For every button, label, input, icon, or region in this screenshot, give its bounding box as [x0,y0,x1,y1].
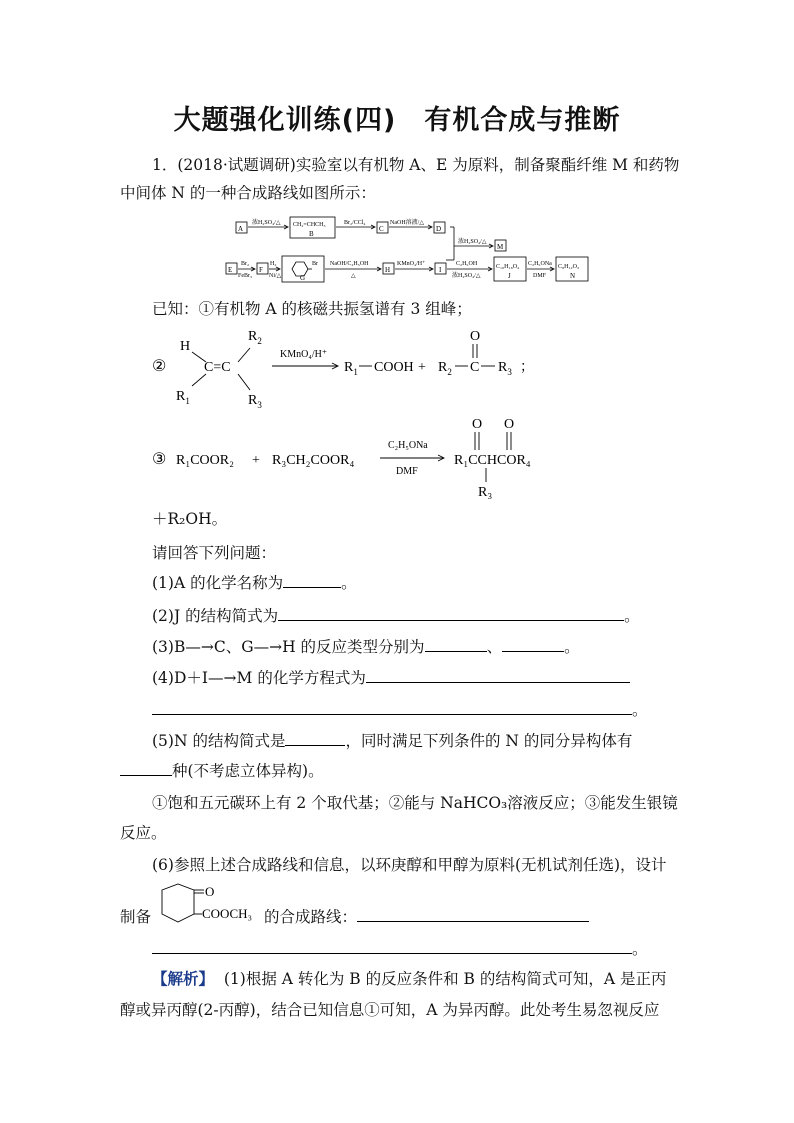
question-1-4-line-2 [152,697,648,723]
known2-H: H [180,339,191,354]
known2-R1: $R_1$ [176,389,190,406]
synthesis-scheme [220,210,610,290]
cond-F-G-top: H₂ [270,261,277,267]
cond-F-G-bot: Ni/△ [269,273,282,279]
cond-E-F-top: Br₂ [241,261,250,267]
answer-blank-6a[interactable] [357,905,589,922]
known2-semicolon: ； [520,360,534,375]
known2-C: C [470,360,480,375]
question-1-4-text-b: M 的化学方程式为 [236,669,366,687]
answer-blank-2[interactable] [278,604,624,621]
label-C: C [379,225,384,233]
known2-acid: COOH [374,360,414,375]
known2-R3-prod: $R_3$ [498,360,512,377]
label-B-formula: CH₂=CHCH₃ [293,222,326,228]
question-1-3-text-a: (3)B [152,638,186,656]
known3-product: R₁CCHCOR₄ [454,453,531,468]
answer-blank-4b[interactable] [152,698,632,715]
question-1-5-line-2 [120,758,324,784]
question-1-2-period: 。 [624,607,640,625]
question-1-4-period: 。 [632,701,648,719]
cond-C-D: NaOH溶液/△ [390,220,424,226]
arrow-1: —→ [185,638,214,656]
known-reaction-3 [148,412,568,504]
analysis-tag: 【解析】 [152,969,215,988]
question-1-3-text-b: C、G [213,638,254,656]
known3-ester1: R₁COOR₂ [176,453,234,468]
cond-D-M: 浓H₂SO₄/△ [458,239,487,245]
known2-plus: + [418,360,426,375]
arrow-2: —→ [253,638,283,656]
question-1-1 [152,570,357,596]
known2-R3: $R_3$ [248,393,262,410]
question-1-1-period: 。 [341,574,357,592]
label-B: B [309,230,314,238]
target-O: O [205,884,215,899]
label-A: A [238,225,244,233]
known2-reagent: KMnO₄/H⁺ [280,349,328,360]
cond-A-B: 浓H₂SO₄/△ [252,220,281,226]
answer-blank-6b[interactable] [152,937,632,954]
question-1-3-dun: 、 [486,638,503,656]
cond-J-N-bot: DMF [533,273,547,279]
analysis-line-1 [152,966,667,992]
cond-J-N-top: C₂H₅ONa [528,261,552,267]
question-1-4-text-a: (4)D＋I [152,669,209,687]
ask-prompt: 请回答下列问题： [152,544,277,562]
answer-blank-5b[interactable] [120,759,172,776]
cond-I-J-top: C₂H₅OH [456,261,478,267]
label-G-sub: Br [312,261,318,267]
question-1-2-text: (2)J 的结构简式为 [152,607,279,625]
label-J: J [508,272,511,280]
label-J-formula: C₁₀H₁₈O₄ [496,264,520,270]
question-1-3 [152,634,580,660]
label-G: G [300,274,306,282]
condition-line-1: ①饱和五元碳环上有 2 个取代基；②能与 NaHCO₃溶液反应；③能发生银镜 [152,794,678,812]
cond-G-H-bot: △ [351,273,356,279]
question-1-6-line-3 [152,936,648,962]
question-1-3-period: 。 [564,638,580,656]
known3-ester2: R₃CH₂COOR₄ [272,453,355,468]
known2-R2: $R_2$ [248,329,262,346]
label-I: I [439,266,442,274]
cond-G-H-top: NaOH/C₂H₅OH [330,261,369,267]
label-N-formula: C₈H₁₂O₃ [558,264,580,270]
known2-R2-prod: $R_2$ [438,360,452,377]
question-1-4 [152,665,630,691]
label-E: E [228,266,233,274]
question-1-2 [152,603,640,629]
target-molecule [154,880,264,932]
known2-number: ② [152,358,167,375]
label-M: M [497,243,504,251]
known-info-3-tail: ＋R₂OH。 [152,510,228,528]
label-D: D [436,225,442,233]
known3-reagent-bot: DMF [396,466,418,477]
page-title: 大题强化训练(四) 有机合成与推断 [173,105,621,136]
analysis-text-1: (1)根据 A 转化为 B 的反应条件和 B 的结构简式可知，A 是正丙 [223,970,667,988]
cond-E-F-bot: FeBr₃ [238,273,253,279]
known3-O2: O [504,417,515,432]
answer-blank-3a[interactable] [425,635,487,652]
target-ester: COOCH₃ [202,906,253,921]
known2-O: O [470,329,481,344]
question-1-6-prepare: 制备 [120,908,152,926]
cond-I-J-bot: 浓H₂SO₄/△ [452,273,481,279]
answer-blank-4a[interactable] [366,666,630,683]
known3-plus: + [252,453,260,468]
label-N: N [570,272,576,280]
question-1-1-text: (1)A 的化学名称为 [152,574,284,592]
answer-blank-3b[interactable] [502,635,564,652]
question-1-line-2: 中间体 N 的一种合成路线如图所示： [120,184,376,202]
known3-O1: O [472,417,483,432]
question-1-6: (6)参照上述合成路线和信息，以环庚醇和甲醇为原料(无机试剂任选)，设计 [152,856,667,874]
question-1-5-text-c: 种(不考虑立体异构)。 [172,762,324,780]
question-1-3-text-c: H 的反应类型分别为 [282,638,425,656]
known2-alkene: C=C [204,360,231,375]
cond-H-I: KMnO₄/H⁺ [397,261,426,267]
question-1-5 [152,728,632,754]
analysis-line-2: 醇或异丙醇(2-丙醇)，结合已知信息①可知，A 为异丙醇。此处考生易忽视反应 [120,1001,660,1019]
question-1-5-text-b: ，同时满足下列条件的 N 的同分异构体有 [345,732,633,750]
question-1-6-route [264,904,589,930]
arrow-3: —→ [208,669,237,687]
known3-reagent-top: C₂H₅ONa [388,440,428,451]
question-1-6-period: 。 [632,940,648,958]
known3-R3: R₃ [478,485,493,500]
known3-number: ③ [152,451,167,468]
label-H: H [385,266,391,274]
known-reaction-2 [148,322,548,412]
answer-blank-1[interactable] [283,571,341,588]
cond-B-C: Br₂/CCl₄ [344,220,366,226]
label-F: F [259,266,263,274]
question-1-5-text-a: (5)N 的结构简式是 [152,732,286,750]
known-info-1: 已知：①有机物 A 的核磁共振氢谱有 3 组峰； [152,300,472,318]
question-1-line-1: 1．(2018·试题调研)实验室以有机物 A、E 为原料，制备聚酯纤维 M 和药物 [152,156,680,174]
known2-R1-prod: $R_1$ [344,360,358,377]
condition-line-2: 反应。 [120,824,167,842]
answer-blank-5a[interactable] [285,729,345,746]
question-1-6-text-c: 的合成路线： [264,908,358,926]
